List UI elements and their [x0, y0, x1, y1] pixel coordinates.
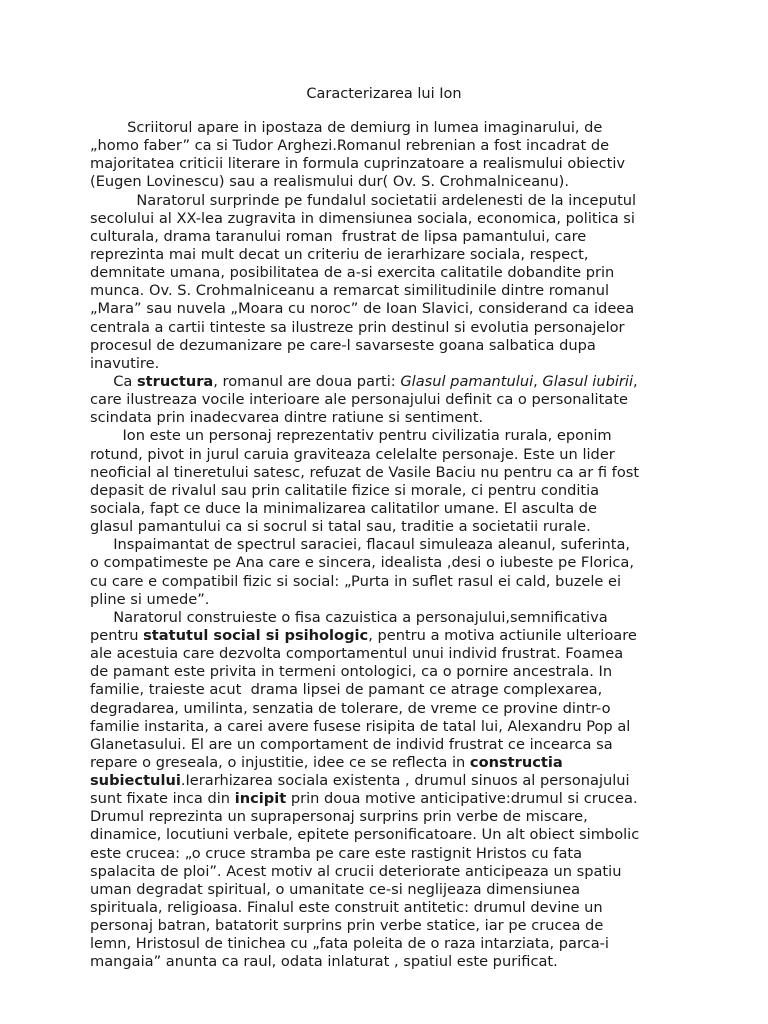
text-run: „homo faber” ca si Tudor Arghezi.Romanul rebrenian a fost incadrat de [90, 137, 610, 155]
text-line [90, 192, 690, 210]
text-run: Ca [90, 372, 137, 390]
text-run: neoficial al tineretului satesc, refuzat de Vasile Baciu nu pentru ca ar fi fost [90, 463, 640, 481]
text-run: mangaia” anunta ca raul, odata inlaturat , spatiul este purificat. [90, 953, 558, 971]
text-run: .Ierarhizarea sociala existenta , drumul sinuos al personajului [180, 772, 630, 790]
text-run: (Eugen Lovinescu) sau a realismului dur( Ov. S. Crohmalniceanu). [90, 173, 570, 191]
text-run: centrala a cartii tinteste sa ilustreze prin destinul si evolutia personajelor [90, 318, 625, 336]
text-run: rotund, pivot in jurul caruia graviteaza celelalte personaje. Este un lider [90, 445, 615, 463]
document-title: Caracterizarea lui Ion [306, 86, 462, 102]
text-run: dinamice, locutiuni verbale, epitete personificatoare. Un alt obiect simbolic [90, 826, 640, 844]
text-line [90, 808, 690, 826]
text-run: pline si umede”. [90, 590, 210, 608]
text-line [90, 790, 690, 808]
text-line [90, 953, 690, 971]
text-line [90, 591, 690, 609]
text-line [90, 409, 690, 427]
text-run: Ion este un personaj reprezentativ pentru civilizatia rurala, eponim [90, 427, 612, 445]
text-line [90, 391, 690, 409]
text-line [90, 319, 690, 337]
text-run: Drumul reprezinta un suprapersonaj surprins prin verbe de miscare, [90, 808, 588, 826]
text-line [90, 899, 690, 917]
text-run: este crucea: „o cruce stramba pe care este rastignit Hristos cu fata [90, 844, 583, 862]
bold-text: constructia [469, 753, 563, 771]
text-run: pentru [90, 626, 144, 644]
text-run: degradarea, umilinta, senzatia de tolerare, de vreme ce provine dintr-o [90, 699, 611, 717]
text-line [90, 518, 690, 536]
text-run: Inspaimantat de spectrul saraciei, flacaul simuleaza aleanul, suferinta, [90, 536, 631, 554]
text-line [90, 337, 690, 355]
text-line [90, 536, 690, 554]
text-run: ale acestuia care dezvolta comportamentul unui individ frustrat. Foamea [90, 645, 624, 663]
text-run: Naratorul construieste o fisa cazuistica a personajului,semnificativa [90, 608, 608, 626]
text-run: de pamant este privita in termeni ontologici, ca o pornire ancestrala. In [90, 663, 613, 681]
text-line [90, 119, 690, 137]
italic-text: Glasul pamantului [400, 372, 534, 390]
text-run: glasul pamantului ca si socrul si tatal sau, traditie a societatii rurale. [90, 518, 591, 536]
text-run: „Mara” sau nuvela „Moara cu noroc” de Ioan Slavici, considerand ca ideea [90, 300, 635, 318]
text-run: inavutire. [90, 354, 160, 372]
bold-text: incipit [234, 790, 287, 808]
text-line [90, 554, 690, 572]
text-run: , pentru a motiva actiunile ulterioare [368, 626, 637, 644]
text-run: reprezinta mai mult decat un criteriu de ierarhizare sociala, respect, [90, 245, 589, 263]
text-run: familie, traieste acut drama lipsei de pamant ce atrage complexarea, [90, 681, 603, 699]
text-line [90, 282, 690, 300]
text-run: procesul de dezumanizare pe care-l savarseste goana salbatica dupa [90, 336, 596, 354]
text-line [90, 681, 690, 699]
bold-text: subiectului [90, 772, 181, 790]
text-line [90, 754, 690, 772]
text-run: secolului al XX-lea zugravita in dimensiunea sociala, economica, politica si [90, 209, 635, 227]
text-line [90, 772, 690, 790]
text-line [90, 700, 690, 718]
text-run: majoritatea criticii literare in formula cuprinzatoare a realismului obiectiv [90, 155, 626, 173]
text-run: spalacita de ploi”. Acest motiv al crucii deteriorate anticipeaza un spatiu [90, 862, 622, 880]
text-run: demnitate umana, posibilitatea de a-si exercita calitatile dobandite prin [90, 264, 615, 282]
text-run: Scriitorul apare in ipostaza de demiurg in lumea imaginarului, de [90, 119, 603, 136]
bold-text: statutul social si psihologic [143, 626, 369, 644]
text-run: , [633, 372, 638, 390]
text-line [90, 373, 690, 391]
text-line [90, 137, 690, 155]
text-run: Naratorul surprinde pe fundalul societatii ardelenesti de la inceputul [90, 191, 637, 209]
text-line [90, 228, 690, 246]
text-run: culturala, drama taranului roman frustrat de lipsa pamantului, care [90, 227, 587, 245]
text-run: munca. Ov. S. Crohmalniceanu a remarcat similitudinile dintre romanul [90, 282, 610, 300]
text-run: personaj batran, batatorit surprins prin verbe statice, iar pe crucea de [90, 917, 604, 935]
text-line [90, 500, 690, 518]
text-line [90, 482, 690, 500]
text-run: uman degradat spiritual, o umanitate ce-si neglijeaza dimensiunea [90, 880, 581, 898]
text-run: depasit de rivalul sau prin calitatile fizice si morale, ci pentru conditia [90, 481, 600, 499]
text-line [90, 845, 690, 863]
text-run: care ilustreaza vocile interioare ale personajului definit ca o personalitate [90, 391, 628, 409]
text-run: scindata prin inadecvarea dintre ratiune si sentiment. [90, 409, 484, 427]
text-line [90, 627, 690, 645]
text-run: sunt fixate inca din [90, 790, 235, 808]
text-run: sociala, fapt ce duce la minimalizarea calitatilor umane. El asculta de [90, 499, 598, 517]
text-line [90, 609, 690, 627]
text-line [90, 210, 690, 228]
text-run: cu care e compatibil fizic si social: „Purta in suflet rasul ei cald, buzele ei [90, 572, 622, 590]
text-line [90, 863, 690, 881]
text-line [90, 826, 690, 844]
text-line [90, 300, 690, 318]
text-line [90, 917, 690, 935]
text-line [90, 718, 690, 736]
text-line [90, 427, 690, 445]
text-run: repare o greseala, o injustitie, idee ce se reflecta in [90, 753, 470, 771]
text-line [90, 464, 690, 482]
text-line [90, 246, 690, 264]
text-line [90, 446, 690, 464]
bold-text: structura [136, 372, 214, 390]
italic-text: Glasul iubirii [542, 372, 634, 390]
text-run: prin doua motive anticipative:drumul si crucea. [286, 790, 638, 808]
text-line [90, 173, 690, 191]
text-run: spirituala, religioasa. Finalul este construit antitetic: drumul devine un [90, 899, 603, 917]
text-line [90, 573, 690, 591]
text-run: , romanul are doua parti: [213, 372, 401, 390]
text-run: familie instarita, a carei avere fusese risipita de tatal lui, Alexandru Pop al [90, 717, 631, 735]
text-line [90, 645, 690, 663]
text-run: lemn, Hristosul de tinichea cu „fata poleita de o raza intarziata, parca-i [90, 935, 609, 953]
text-line [90, 264, 690, 282]
text-line [90, 155, 690, 173]
document-body [90, 119, 690, 972]
text-run: Glanetasului. El are un comportament de individ frustrat ce incearca sa [90, 735, 613, 753]
text-line [90, 881, 690, 899]
text-line [90, 663, 690, 681]
text-line [90, 935, 690, 953]
text-line [90, 736, 690, 754]
text-run: , [533, 372, 543, 390]
text-line [90, 355, 690, 373]
text-run: o compatimeste pe Ana care e sincera, idealista ,desi o iubeste pe Florica, [90, 554, 634, 572]
